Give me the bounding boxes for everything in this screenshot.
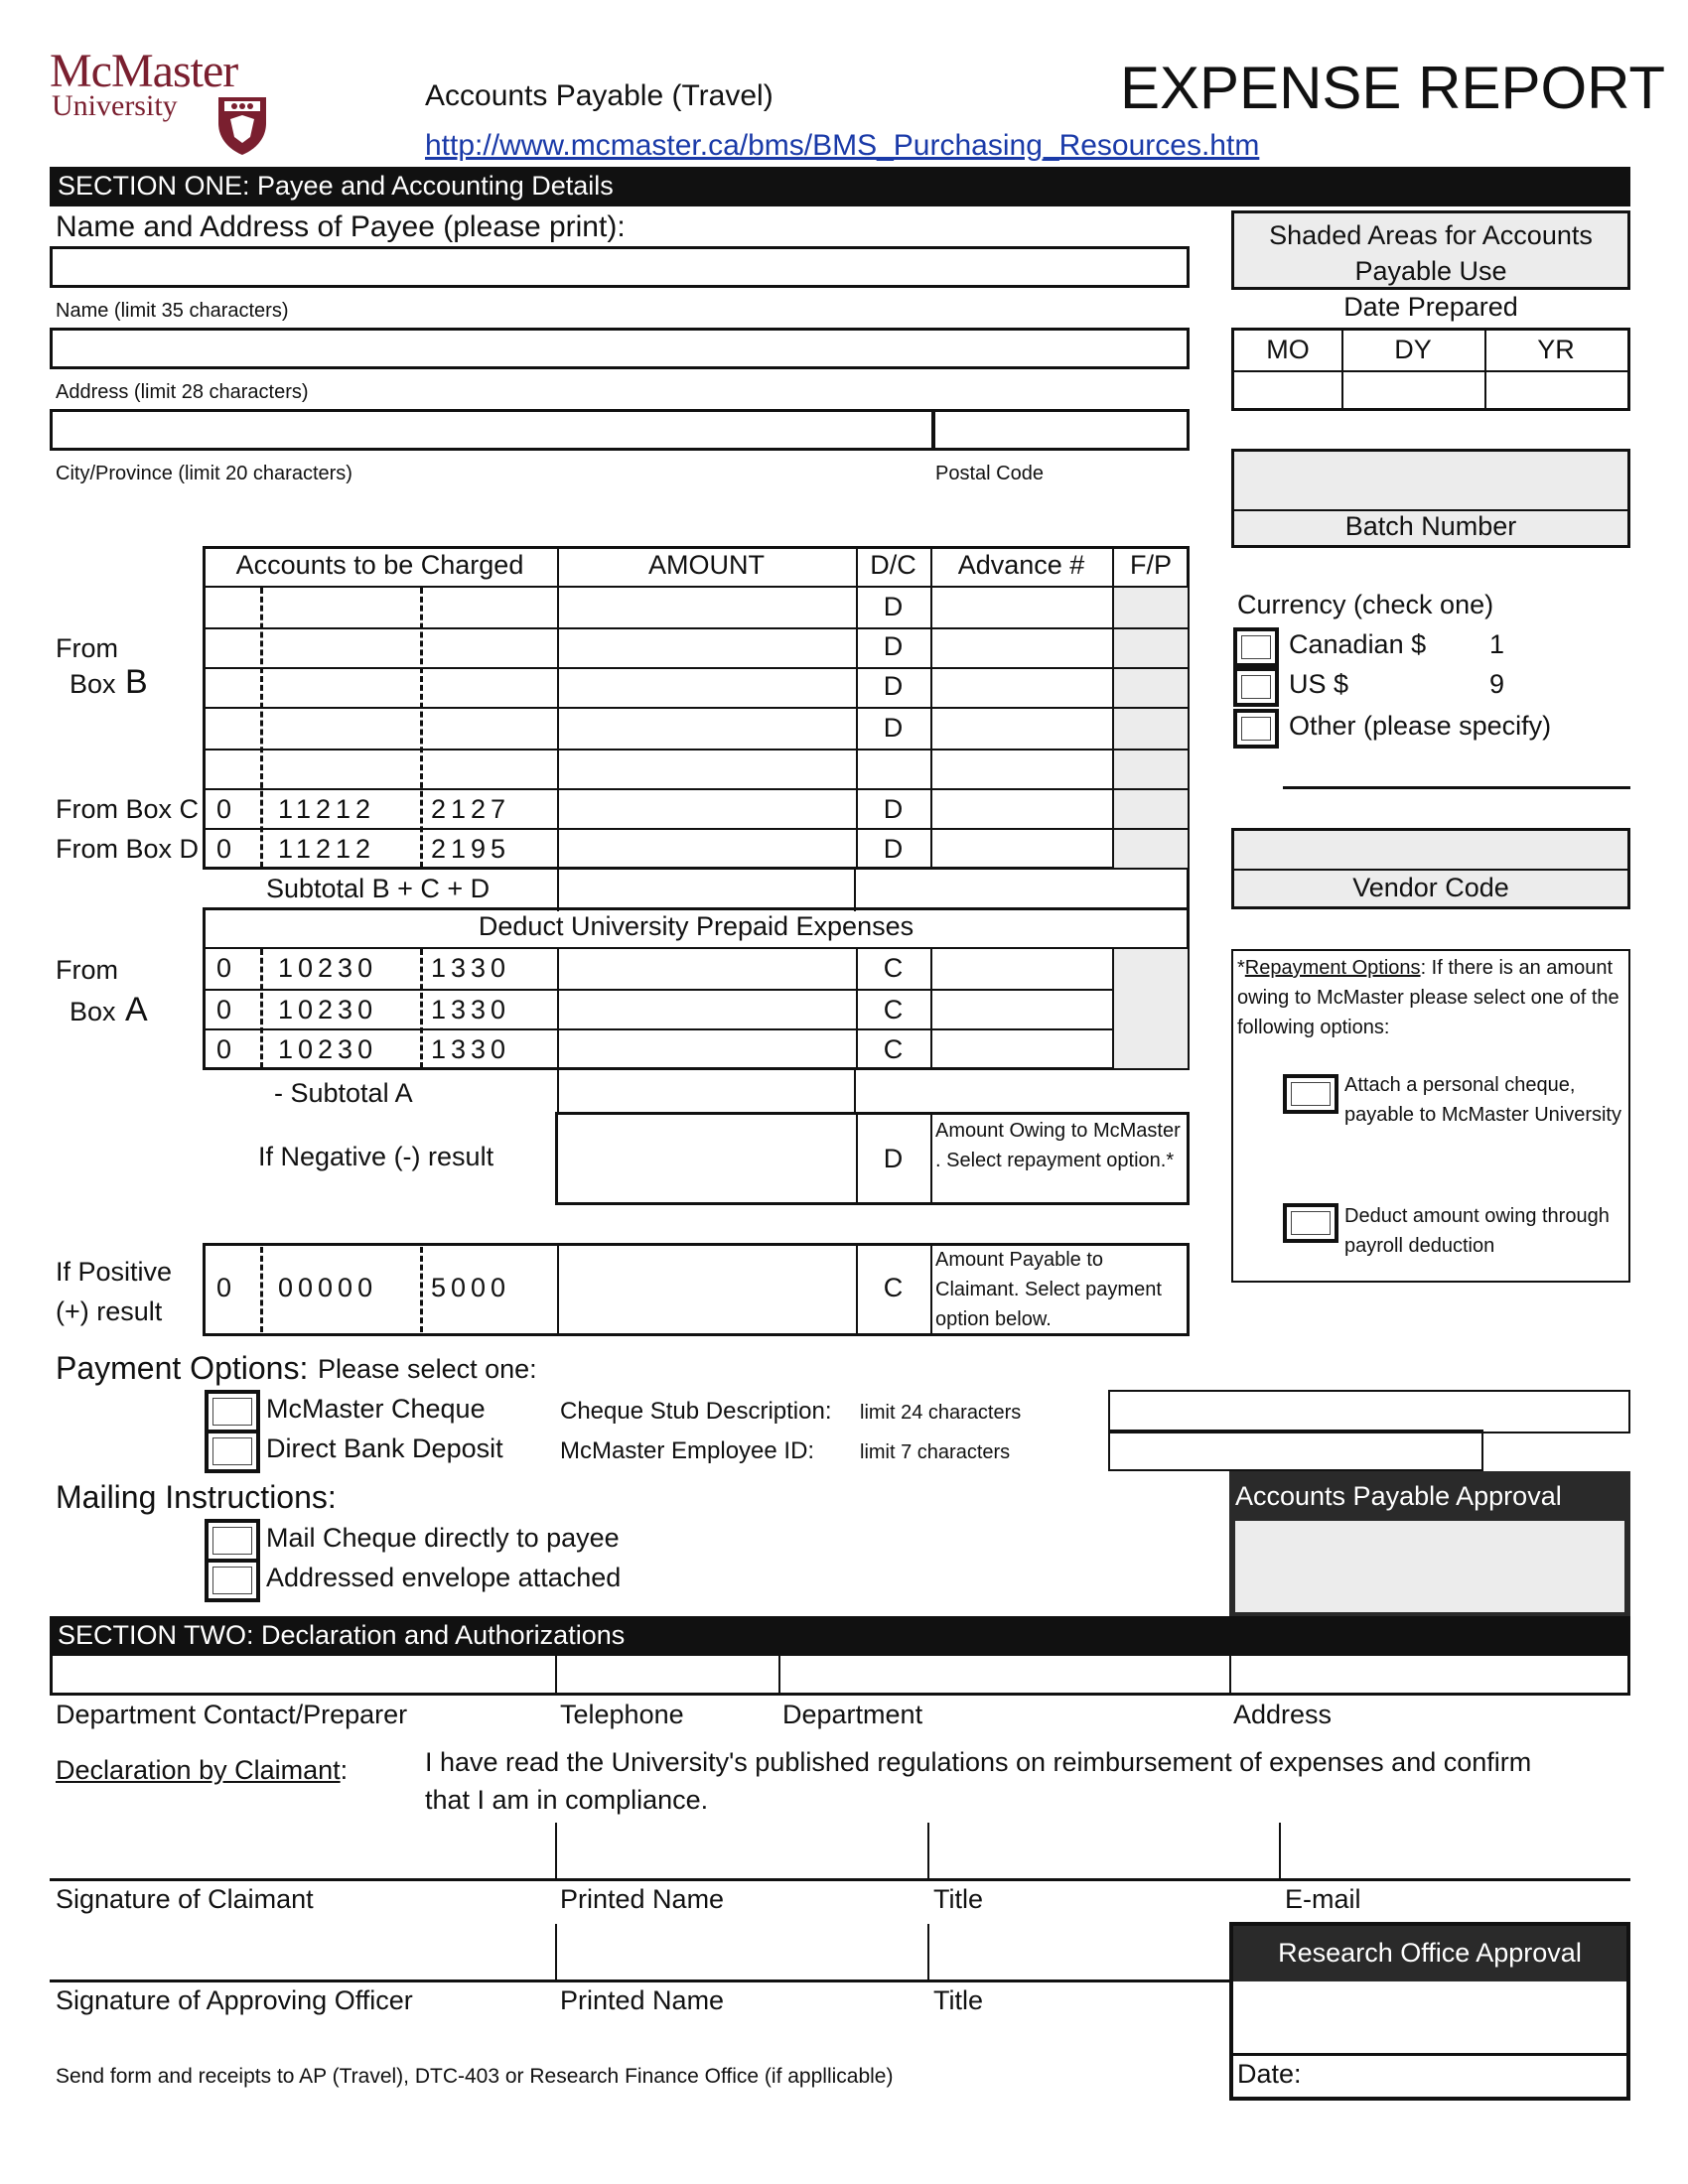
repay-payroll-label: Deduct amount owing through payroll deduction <box>1344 1205 1610 1257</box>
from-box-a-box: Box <box>70 997 116 1026</box>
row-a-dc: C <box>883 995 904 1024</box>
row-a-object: 1330 <box>431 1034 511 1064</box>
other-currency-line[interactable] <box>1283 786 1630 789</box>
telephone-label: Telephone <box>560 1700 684 1729</box>
amount-field[interactable] <box>560 709 854 747</box>
declaration-colon: : <box>340 1755 349 1785</box>
claimant-title-field[interactable] <box>931 1827 1277 1876</box>
canadian-checkbox[interactable] <box>1233 627 1279 667</box>
row-b-dc: D <box>883 671 904 701</box>
deduct-fp-column <box>1112 949 1188 1068</box>
amount-field[interactable] <box>560 830 854 866</box>
declaration-text-1: I have read the University's published regulations on reimbursement of expenses and confirm <box>425 1747 1532 1777</box>
mail-cheque-label: Mail Cheque directly to payee <box>266 1523 620 1553</box>
from-box-b-label: From <box>56 633 118 663</box>
dept-contact-field[interactable] <box>54 1656 553 1694</box>
box-c-fund: 0 <box>216 794 232 824</box>
vendor-code-label: Vendor Code <box>1352 873 1509 902</box>
box-c-label: From Box C <box>56 794 200 824</box>
row-a-fund: 0 <box>216 995 232 1024</box>
canadian-code: 1 <box>1489 629 1505 659</box>
dy-label: DY <box>1394 335 1432 364</box>
repay-payroll-checkbox[interactable] <box>1283 1203 1338 1243</box>
negative-dc: D <box>883 1144 904 1173</box>
row-a-account: 10230 <box>278 1034 378 1064</box>
vendor-code-field[interactable] <box>1231 828 1630 909</box>
research-date-label: Date: <box>1237 2059 1302 2089</box>
positive-label-2: (+) result <box>56 1297 163 1326</box>
us-label: US $ <box>1289 669 1349 699</box>
from-box-b-letter: B <box>125 663 148 701</box>
send-to-note: Send form and receipts to AP (Travel), DTC-403 or Research Finance Office (if appllicable) <box>56 2065 894 2088</box>
row-a-dc: C <box>883 953 904 983</box>
declaration-text-2: that I am in compliance. <box>425 1785 709 1815</box>
from-box-a-label: From <box>56 955 118 985</box>
box-c-dc: D <box>883 794 904 824</box>
payment-options-heading: Payment Options: <box>56 1350 309 1386</box>
cheque-stub-field[interactable] <box>1108 1390 1630 1433</box>
officer-signature-label: Signature of Approving Officer <box>56 1985 413 2015</box>
box-c-object: 2127 <box>431 794 511 824</box>
title-label-2: Title <box>933 1985 984 2015</box>
col-amount: AMOUNT <box>648 550 765 580</box>
claimant-email-field[interactable] <box>1283 1827 1628 1876</box>
box-d-label: From Box D <box>56 834 200 864</box>
subtotal-bcd-label: Subtotal B + C + D <box>266 874 491 903</box>
city-label: City/Province (limit 20 characters) <box>56 463 352 484</box>
payee-address-field[interactable] <box>50 328 1190 369</box>
positive-fund: 0 <box>216 1273 232 1302</box>
date-prepared-label: Date Prepared <box>1343 292 1518 322</box>
research-approval-label: Research Office Approval <box>1278 1938 1582 1968</box>
deduct-amount-field[interactable] <box>560 991 854 1026</box>
claimant-printed-name-field[interactable] <box>559 1827 925 1876</box>
row-a-object: 1330 <box>431 995 511 1024</box>
box-d-account: 11212 <box>278 834 376 864</box>
positive-object: 5000 <box>431 1273 511 1302</box>
employee-id-field[interactable] <box>1108 1430 1483 1471</box>
payment-options-subheading: Please select one: <box>318 1354 537 1384</box>
subtotal-a-field[interactable] <box>557 1068 856 1114</box>
payee-heading: Name and Address of Payee (please print): <box>56 210 626 243</box>
logo-crest-icon <box>214 93 270 157</box>
ap-approval-label: Accounts Payable Approval <box>1235 1481 1562 1511</box>
deduct-amount-field[interactable] <box>560 951 854 987</box>
form-title: EXPENSE REPORT <box>1120 55 1666 121</box>
row-a-dc: C <box>883 1034 904 1064</box>
printed-name-label-2: Printed Name <box>560 1985 725 2015</box>
name-label: Name (limit 35 characters) <box>56 300 289 322</box>
repay-cheque-label: Attach a personal cheque, payable to McMaster University <box>1344 1074 1621 1126</box>
us-code: 9 <box>1489 669 1505 699</box>
mcmaster-cheque-checkbox[interactable] <box>205 1390 260 1433</box>
claimant-signature-label: Signature of Claimant <box>56 1884 314 1914</box>
section-two-title: SECTION TWO: Declaration and Authorizations <box>58 1620 626 1650</box>
yr-field[interactable] <box>1486 374 1625 408</box>
purchasing-resources-link[interactable]: http://www.mcmaster.ca/bms/BMS_Purchasing_Resources.htm <box>425 129 1260 162</box>
amount-field[interactable] <box>560 590 854 625</box>
date-prepared-grid <box>1231 328 1630 411</box>
mail-cheque-checkbox[interactable] <box>205 1519 260 1563</box>
col-fp: F/P <box>1129 550 1172 580</box>
positive-label-1: If Positive <box>56 1257 173 1287</box>
logo-university: University <box>52 89 178 122</box>
amount-payable-note: Amount Payable to Claimant. Select payment option below. <box>935 1249 1162 1330</box>
repayment-intro <box>1237 953 1624 1042</box>
deduct-amount-field[interactable] <box>560 1030 854 1066</box>
amount-field[interactable] <box>560 790 854 826</box>
batch-number-label: Batch Number <box>1344 511 1517 541</box>
col-advance: Advance # <box>957 550 1085 580</box>
batch-number-field[interactable] <box>1231 449 1630 548</box>
box-c-account: 11212 <box>278 794 376 824</box>
row-a-fund: 0 <box>216 1034 232 1064</box>
negative-amount-field[interactable] <box>560 1116 854 1201</box>
address-label-2: Address <box>1233 1700 1333 1729</box>
box-d-dc: D <box>883 834 904 864</box>
negative-label: If Negative (-) result <box>258 1142 494 1171</box>
payee-name-field[interactable] <box>50 246 1190 288</box>
printed-name-label: Printed Name <box>560 1884 725 1914</box>
from-box-a-letter: A <box>125 991 148 1028</box>
dy-field[interactable] <box>1343 374 1482 408</box>
subtotal-a-label: - Subtotal A <box>274 1078 413 1108</box>
row-a-object: 1330 <box>431 953 511 983</box>
logo-mcmaster: McMaster <box>50 45 238 97</box>
address-label: Address (limit 28 characters) <box>56 381 309 403</box>
cheque-stub-limit: limit 24 characters <box>860 1402 1022 1424</box>
research-approval-box <box>1229 1922 1630 2101</box>
email-label: E-mail <box>1285 1884 1361 1914</box>
row-b-dc: D <box>883 592 904 621</box>
row-a-account: 10230 <box>278 995 378 1024</box>
canadian-label: Canadian $ <box>1289 629 1427 659</box>
section-one-bar <box>50 167 1630 206</box>
row-b-dc: D <box>883 631 904 661</box>
section-one-title: SECTION ONE: Payee and Accounting Details <box>58 171 614 201</box>
officer-title-field[interactable] <box>931 1928 1229 1978</box>
repay-cheque-checkbox[interactable] <box>1283 1074 1338 1114</box>
repayment-heading: Repayment Options <box>1244 957 1421 979</box>
officer-printed-name-field[interactable] <box>559 1928 925 1978</box>
payee-city-field[interactable] <box>50 409 935 451</box>
envelope-checkbox[interactable] <box>205 1559 260 1602</box>
ap-approval-field[interactable] <box>1235 1521 1624 1612</box>
direct-deposit-label: Direct Bank Deposit <box>266 1433 503 1463</box>
section-two-bar <box>50 1616 1630 1656</box>
officer-signature-field[interactable] <box>54 1928 553 1978</box>
box-d-fund: 0 <box>216 834 232 864</box>
payee-postal-field[interactable] <box>931 409 1190 451</box>
postal-label: Postal Code <box>935 463 1044 484</box>
ap-use-box <box>1231 210 1630 290</box>
title-label: Title <box>933 1884 984 1914</box>
research-approval-field[interactable] <box>1235 1985 1624 2051</box>
claimant-signature-field[interactable] <box>54 1827 553 1876</box>
deduct-heading: Deduct University Prepaid Expenses <box>478 911 914 941</box>
direct-deposit-checkbox[interactable] <box>205 1430 260 1473</box>
research-date-field[interactable] <box>1313 2057 1624 2097</box>
repayment-star: * <box>1237 957 1245 979</box>
row-a-fund: 0 <box>216 953 232 983</box>
department-label: Department <box>782 1700 923 1729</box>
shaded-areas-label: Shaded Areas for Accounts Payable Use <box>1269 220 1593 286</box>
department-field[interactable] <box>782 1656 1227 1694</box>
declaration-label-text: Declaration by Claimant <box>56 1755 341 1785</box>
amount-field[interactable] <box>560 751 854 786</box>
cheque-stub-label: Cheque Stub Description: <box>560 1398 832 1425</box>
envelope-label: Addressed envelope attached <box>266 1563 622 1592</box>
other-currency-checkbox[interactable] <box>1233 709 1279 749</box>
mcmaster-cheque-label: McMaster Cheque <box>266 1394 486 1424</box>
col-dc: D/C <box>870 550 916 580</box>
subtotal-bcd-field[interactable] <box>557 868 856 911</box>
row-b-dc: D <box>883 713 904 743</box>
mailing-heading: Mailing Instructions: <box>56 1479 337 1515</box>
positive-amount-field[interactable] <box>560 1247 854 1332</box>
ap-approval-box <box>1229 1471 1630 1618</box>
employee-id-label: McMaster Employee ID: <box>560 1437 815 1464</box>
telephone-field[interactable] <box>559 1656 776 1694</box>
declaration-label <box>56 1755 348 1786</box>
amount-field[interactable] <box>560 629 854 665</box>
positive-dc: C <box>883 1273 904 1302</box>
yr-label: YR <box>1537 335 1575 364</box>
dept-contact-label: Department Contact/Preparer <box>56 1700 408 1729</box>
col-accounts: Accounts to be Charged <box>235 550 524 580</box>
currency-heading: Currency (check one) <box>1237 590 1494 619</box>
amount-owing-note: Amount Owing to McMaster . Select repayment option.* <box>935 1120 1181 1171</box>
fp-column <box>1112 588 1188 868</box>
form-subtitle: Accounts Payable (Travel) <box>425 79 774 112</box>
repayment-intro-text: : If there is an amount owing to McMaster please select one of the following options: <box>1237 957 1619 1038</box>
mo-label: MO <box>1266 335 1310 364</box>
address-field[interactable] <box>1233 1656 1626 1694</box>
us-checkbox[interactable] <box>1233 667 1279 707</box>
positive-account: 00000 <box>278 1273 378 1302</box>
other-currency-label: Other (please specify) <box>1289 711 1552 741</box>
box-d-object: 2195 <box>431 834 511 864</box>
amount-field[interactable] <box>560 669 854 705</box>
row-a-account: 10230 <box>278 953 378 983</box>
mo-field[interactable] <box>1236 374 1339 408</box>
employee-id-limit: limit 7 characters <box>860 1441 1011 1463</box>
from-box-b-box: Box <box>70 669 116 699</box>
repayment-options-box <box>1231 949 1630 1283</box>
